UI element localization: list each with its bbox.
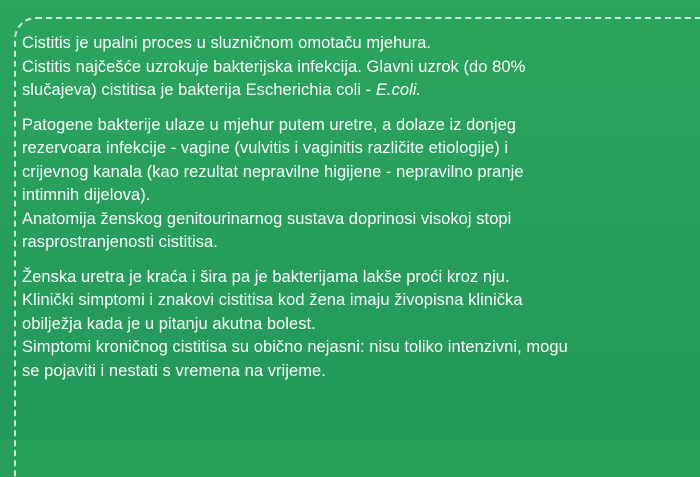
text-line: intimnih dijelova). bbox=[22, 186, 151, 204]
paragraph-3 bbox=[22, 266, 682, 384]
italic-term: E.coli. bbox=[375, 81, 422, 99]
text-line: Klinički simptomi i znakovi cistitisa kod žena imaju živopisna klinička bbox=[22, 291, 523, 309]
text-line: Anatomija ženskog genitourinarnog sustava doprinosi visokoj stopi bbox=[22, 209, 512, 228]
text-line: crijevnog kanala (kao rezultat nepravilne higijene - nepravilno pranje bbox=[22, 162, 524, 181]
text-content bbox=[22, 32, 682, 394]
text-line: Simptomi kroničnog cistitisa su obično nejasni: nisu toliko intenzivni, mogu bbox=[22, 338, 568, 356]
text-line: Cistitis je upalni proces u sluzničnom omotaču mjehura. bbox=[22, 34, 432, 52]
text-line: Ženska uretra je kraća i šira pa je bakterijama lakše proći kroz nju. bbox=[22, 267, 510, 286]
text-line: Patogene bakterije ulaze u mjehur putem uretre, a dolaze iz donjeg bbox=[22, 115, 517, 134]
text-line-start: slučajeva) cistitisa je bakterija Escherichia coli - bbox=[22, 81, 376, 99]
text-line: se pojaviti i nestati s vremena na vrijeme. bbox=[22, 361, 326, 380]
text-line: rasprostranjenosti cistitisa. bbox=[22, 233, 218, 251]
text-line: rezervoara infekcije - vagine (vulvitis i vaginitis različite etiologije) i bbox=[22, 139, 509, 157]
text-line: obilježja kada je u pitanju akutna bolest. bbox=[22, 314, 316, 333]
text-line bbox=[22, 79, 682, 103]
paragraph-1 bbox=[22, 32, 682, 103]
text-line: Cistitis najčešće uzrokuje bakterijska infekcija. Glavni uzrok (do 80% bbox=[22, 57, 526, 76]
paragraph-2 bbox=[22, 114, 682, 255]
